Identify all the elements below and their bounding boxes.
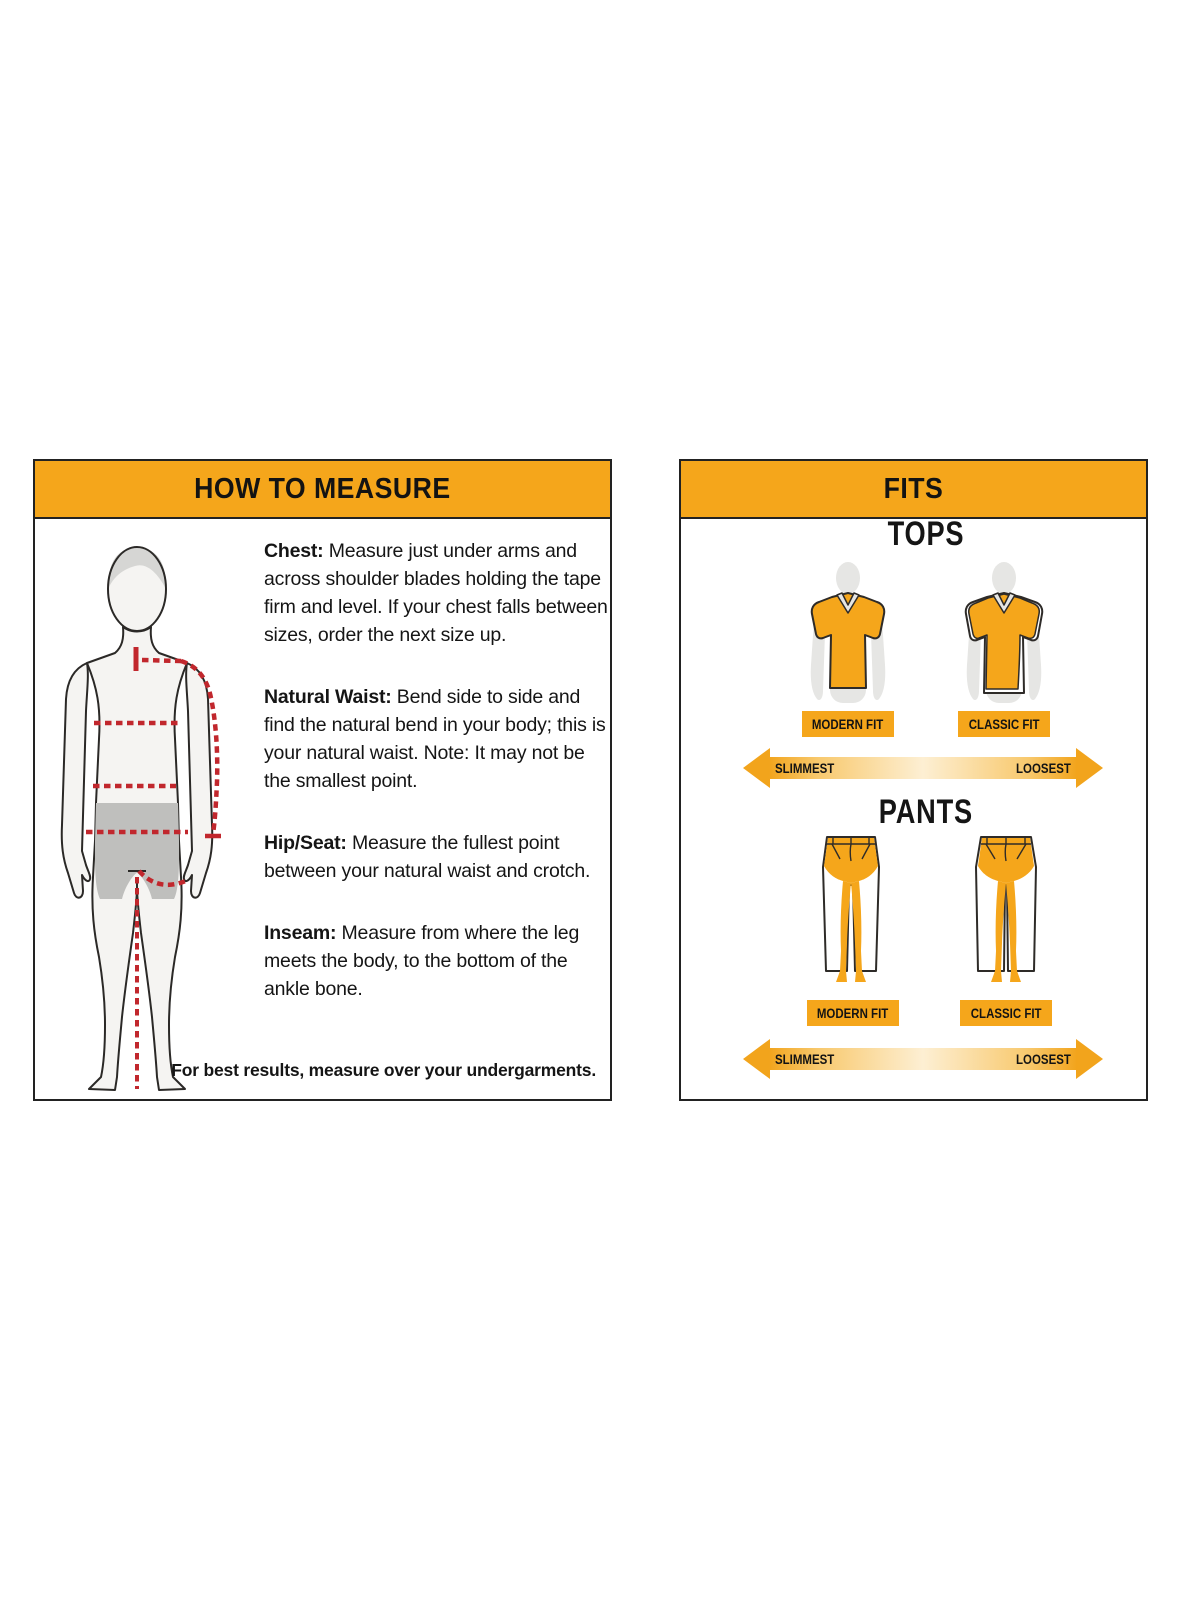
how-to-measure-panel — [33, 459, 612, 1101]
chest-instruction: Chest: Measure just under arms and across shoulder blades holding the tape firm and level. If your chest falls between sizes, order the next size up. — [264, 540, 608, 646]
pants-fit-scale — [743, 1039, 1103, 1079]
tops-scale-slimmest: SLIMMEST — [775, 760, 835, 776]
tops-scale-loosest: LOOSEST — [1016, 760, 1071, 776]
classic-fit-pants-illustration — [974, 833, 1038, 989]
modern-fit-shirt-illustration — [803, 561, 893, 711]
tops-modern-fit-label: MODERN FIT — [802, 711, 894, 737]
male-figure-illustration — [57, 541, 257, 1101]
measure-instructions — [264, 537, 608, 1037]
arrow-right-icon — [1076, 1039, 1103, 1079]
fits-panel — [679, 459, 1148, 1101]
body-measurement-figure — [57, 541, 257, 1101]
natural-waist-instruction: Natural Waist: Bend side to side and find the natural bend in your body; this is your natural waist. Note: It may not be the smallest point. — [264, 686, 606, 792]
tops-heading: TOPS — [887, 515, 965, 553]
arrow-left-icon — [743, 748, 770, 788]
arrow-right-icon — [1076, 748, 1103, 788]
arrow-left-icon — [743, 1039, 770, 1079]
pants-heading: PANTS — [878, 793, 974, 831]
fits-title: FITS — [883, 472, 944, 505]
pants-classic-fit-label: CLASSIC FIT — [960, 1000, 1052, 1026]
classic-fit-shirt-illustration — [959, 561, 1049, 711]
inseam-instruction: Inseam: Measure from where the leg meets the body, to the bottom of the ankle bone. — [264, 922, 580, 1000]
fits-header — [681, 461, 1146, 519]
how-to-measure-header — [35, 461, 610, 519]
how-to-measure-title: HOW TO MEASURE — [194, 472, 451, 505]
tops-fit-scale — [743, 748, 1103, 788]
pants-scale-loosest: LOOSEST — [1016, 1051, 1071, 1067]
modern-fit-pants-illustration — [819, 833, 883, 989]
measure-footnote: For best results, measure over your undergarments. — [171, 1060, 596, 1080]
pants-modern-fit-label: MODERN FIT — [807, 1000, 899, 1026]
hip-seat-instruction: Hip/Seat: Measure the fullest point between your natural waist and crotch. — [264, 832, 591, 882]
pants-scale-slimmest: SLIMMEST — [775, 1051, 835, 1067]
tops-classic-fit-label: CLASSIC FIT — [958, 711, 1050, 737]
